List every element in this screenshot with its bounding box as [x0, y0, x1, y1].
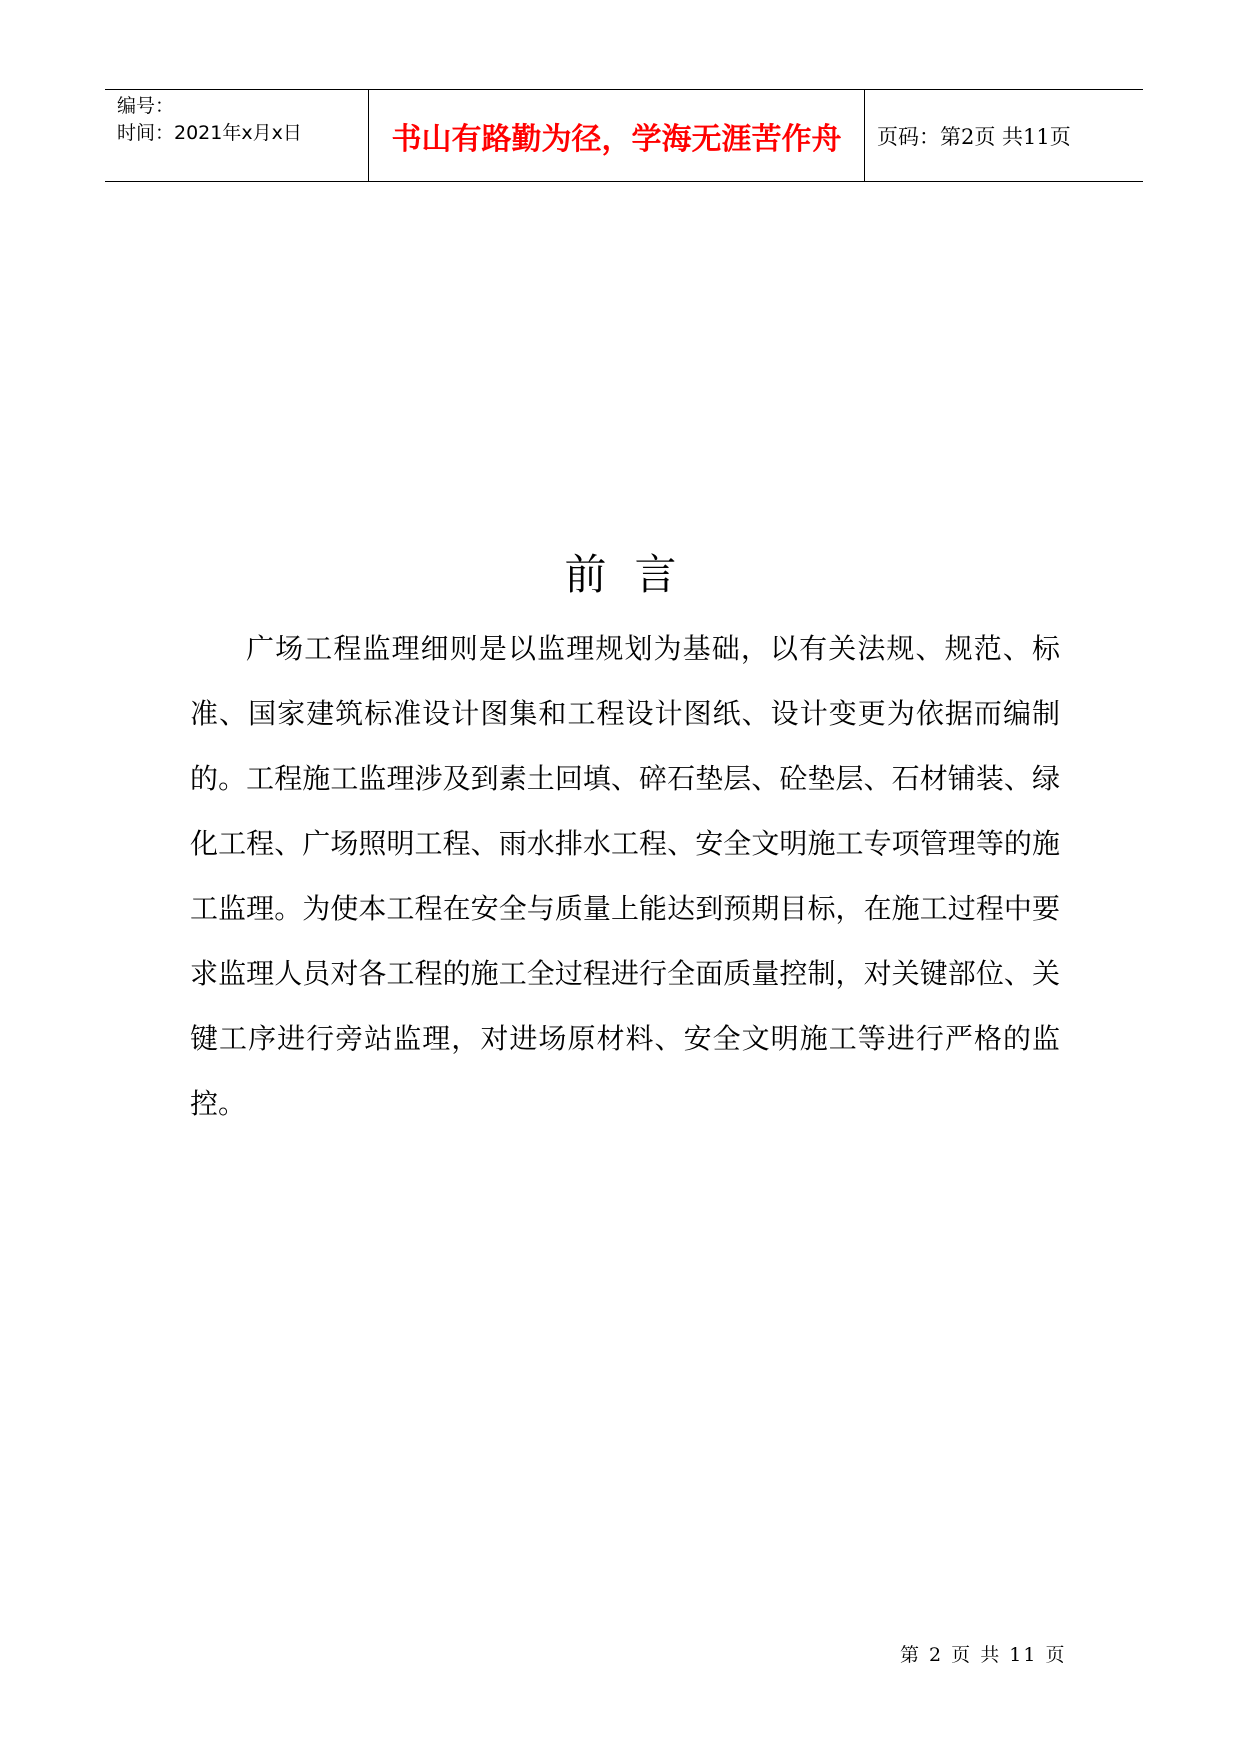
page-header	[105, 89, 1143, 182]
header-motto-cell	[369, 90, 865, 181]
motto-text: 书山有路勤为径，学海无涯苦作舟	[391, 121, 842, 157]
document-title: 前言	[564, 550, 705, 599]
header-page-code: 页码：第2页 共11页	[877, 124, 1071, 149]
serial-number-label: 编号：	[117, 95, 175, 117]
header-page-cell	[865, 90, 1143, 181]
footer-page-number: 第 2 页 共 11 页	[900, 1644, 1067, 1666]
body-paragraph: 广场工程监理细则是以监理规划为基础，以有关法规、规范、标准、国家建筑标准设计图集和工程设计图纸、设计变更为依据而编制的。工程施工监理涉及到素土回填、碎石垫层、砼垫层、石材铺装、绿化工程、广场照明工程、雨水排水工程、安全文明施工专项管理等的施工监理。为使本工程在安全与质量上能达到预期目标，在施工过程中要求监理人员对各工程的施工全过程进行全面质量控制，对关键部位、关键工序进行旁站监理，对进场原材料、安全文明施工等进行严格的监控。	[190, 632, 1060, 1120]
header-info-cell	[105, 90, 369, 181]
date-label: 时间：2021年x月x日	[117, 122, 302, 144]
